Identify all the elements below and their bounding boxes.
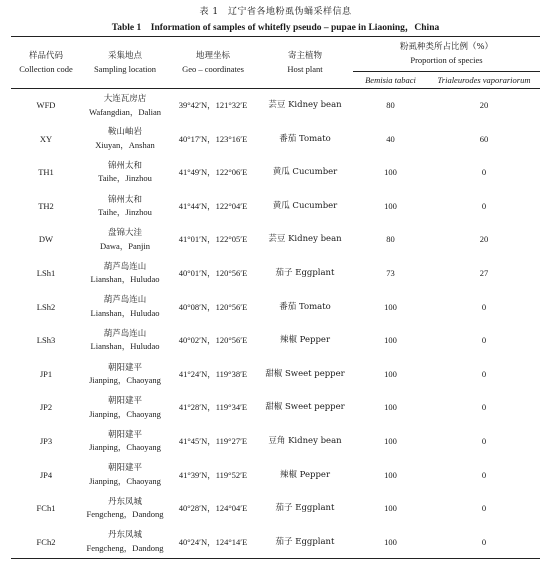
table-row bbox=[11, 89, 540, 123]
cell-trialeurodes-vaporariorum: 20 bbox=[479, 100, 489, 111]
location-cn: 大连瓦房店 bbox=[103, 94, 147, 105]
table-row bbox=[11, 458, 540, 492]
cell-bemisia-tabaci: 100 bbox=[384, 469, 397, 480]
cell-host-plant: 豆角 Kidney bean bbox=[268, 435, 342, 446]
cell-trialeurodes-vaporariorum: 0 bbox=[481, 368, 487, 379]
table-row bbox=[11, 256, 540, 290]
cell-host-plant: 茄子 Eggplant bbox=[275, 503, 335, 514]
location-en: Xiuyan，Anshan bbox=[95, 139, 155, 150]
cell-host-plant: 甜椒 Sweet pepper bbox=[265, 368, 345, 379]
cell-geo-coordinates: 40°28′N，124°04′E bbox=[178, 503, 248, 514]
cell-sampling-location bbox=[81, 89, 169, 123]
cell-collection-code: LSh1 bbox=[36, 268, 56, 279]
cell-geo-coordinates: 41°39′N，119°52′E bbox=[178, 469, 248, 480]
location-en: Lianshan，Huludao bbox=[90, 274, 160, 285]
cell-collection-code: JP4 bbox=[39, 469, 53, 480]
header-loc-cn: 采集地点 bbox=[107, 50, 142, 61]
cell-geo-coordinates: 39°42′N，121°32′E bbox=[178, 100, 248, 111]
cell-collection-code: TH2 bbox=[38, 200, 54, 211]
cell-bemisia-tabaci: 100 bbox=[384, 335, 397, 346]
cell-collection-code: TH1 bbox=[38, 167, 54, 178]
cell-trialeurodes-vaporariorum: 60 bbox=[479, 133, 489, 144]
cell-bemisia-tabaci: 100 bbox=[384, 402, 397, 413]
cell-trialeurodes-vaporariorum: 0 bbox=[481, 503, 487, 514]
cell-trialeurodes-vaporariorum: 0 bbox=[481, 469, 487, 480]
cell-geo-coordinates: 40°24′N，124°14′E bbox=[178, 536, 248, 547]
cell-host-plant: 甜椒 Sweet pepper bbox=[265, 402, 345, 413]
location-en: Fengcheng，Dandong bbox=[86, 542, 164, 553]
table-row bbox=[11, 357, 540, 391]
location-en: Lianshan，Huludao bbox=[90, 341, 160, 352]
header-host-en: Host plant bbox=[287, 63, 323, 74]
cell-bemisia-tabaci: 80 bbox=[386, 100, 395, 111]
cell-host-plant: 茄子 Eggplant bbox=[275, 536, 335, 547]
table-row bbox=[11, 391, 540, 425]
table-row bbox=[11, 525, 540, 559]
cell-trialeurodes-vaporariorum: 0 bbox=[481, 167, 487, 178]
header-collection-code bbox=[11, 37, 81, 89]
cell-host-plant: 芸豆 Kidney bean bbox=[268, 234, 342, 245]
cell-host-plant: 番茄 Tomato bbox=[279, 301, 331, 312]
location-cn: 锦州太和 bbox=[107, 160, 142, 171]
table-caption-chinese: 表 1 辽宁省各地粉虱伪蛹采样信息 bbox=[199, 7, 352, 17]
cell-geo-coordinates: 41°01′N，122°05′E bbox=[178, 234, 248, 245]
cell-collection-code: JP2 bbox=[39, 402, 53, 413]
header-host-cn: 寄主植物 bbox=[287, 50, 322, 61]
header-prop-cn: 粉虱种类所占比例（%） bbox=[399, 42, 494, 52]
samples-table bbox=[11, 36, 540, 559]
cell-bemisia-tabaci: 73 bbox=[386, 268, 395, 279]
table-row bbox=[11, 156, 540, 190]
cell-host-plant: 黄瓜 Cucumber bbox=[272, 200, 338, 211]
header-geo-en: Geo – coordinates bbox=[182, 63, 244, 74]
location-cn: 盘锦大洼 bbox=[107, 228, 142, 239]
cell-bemisia-tabaci: 100 bbox=[384, 301, 397, 312]
location-en: Dawa，Panjin bbox=[99, 240, 151, 251]
header-loc-en: Sampling location bbox=[93, 63, 157, 74]
cell-sampling-location bbox=[81, 492, 169, 526]
location-en: Wafangdian，Dalian bbox=[88, 106, 161, 117]
cell-collection-code: LSh3 bbox=[36, 335, 56, 346]
cell-host-plant: 辣椒 Pepper bbox=[279, 335, 331, 346]
cell-sampling-location bbox=[81, 525, 169, 559]
location-en: Lianshan，Huludao bbox=[90, 307, 160, 318]
cell-sampling-location bbox=[81, 458, 169, 492]
cell-trialeurodes-vaporariorum: 0 bbox=[481, 536, 487, 547]
location-en: Jianping，Chaoyang bbox=[89, 475, 161, 486]
table-row bbox=[11, 424, 540, 458]
location-cn: 朝阳建平 bbox=[107, 429, 142, 440]
location-en: Taihe，Jinzhou bbox=[98, 207, 152, 218]
header-code-en: Collection code bbox=[19, 63, 73, 74]
cell-sampling-location bbox=[81, 391, 169, 425]
cell-bemisia-tabaci: 40 bbox=[386, 133, 395, 144]
cell-geo-coordinates: 41°49′N，122°06′E bbox=[178, 167, 248, 178]
location-cn: 葫芦岛连山 bbox=[103, 261, 147, 272]
cell-collection-code: FCh2 bbox=[36, 536, 56, 547]
cell-bemisia-tabaci: 100 bbox=[384, 200, 397, 211]
cell-bemisia-tabaci: 80 bbox=[386, 234, 395, 245]
table-row bbox=[11, 290, 540, 324]
cell-collection-code: FCh1 bbox=[36, 503, 56, 514]
cell-geo-coordinates: 40°01′N，120°56′E bbox=[178, 268, 248, 279]
cell-geo-coordinates: 41°44′N，122°04′E bbox=[178, 200, 248, 211]
cell-sampling-location bbox=[81, 357, 169, 391]
location-cn: 葫芦岛连山 bbox=[103, 295, 147, 306]
cell-geo-coordinates: 40°17′N，123°16′E bbox=[178, 133, 248, 144]
header-proportion bbox=[353, 37, 540, 72]
cell-trialeurodes-vaporariorum: 0 bbox=[481, 200, 487, 211]
location-cn: 朝阳建平 bbox=[107, 396, 142, 407]
cell-trialeurodes-vaporariorum: 27 bbox=[479, 268, 489, 279]
cell-sampling-location bbox=[81, 324, 169, 358]
table-body bbox=[11, 89, 540, 559]
cell-collection-code: DW bbox=[38, 234, 54, 245]
table-row bbox=[11, 223, 540, 257]
cell-collection-code: JP1 bbox=[39, 368, 53, 379]
header-trialeurodes-vaporariorum: Trialeurodes vaporariorum bbox=[428, 72, 540, 89]
location-en: Taihe，Jinzhou bbox=[98, 173, 152, 184]
header-bemisia-tabaci: Bemisia tabaci bbox=[353, 72, 428, 89]
header-prop-en: Proportion of species bbox=[410, 55, 483, 65]
cell-geo-coordinates: 40°02′N，120°56′E bbox=[178, 335, 248, 346]
location-en: Jianping，Chaoyang bbox=[89, 408, 161, 419]
table-row bbox=[11, 122, 540, 156]
table-row bbox=[11, 492, 540, 526]
cell-sampling-location bbox=[81, 156, 169, 190]
location-en: Fengcheng，Dandong bbox=[86, 509, 164, 520]
cell-bemisia-tabaci: 100 bbox=[384, 435, 397, 446]
cell-geo-coordinates: 41°28′N，119°34′E bbox=[178, 402, 248, 413]
table-caption-english: Table 1 Information of samples of whitefly pseudo – pupae in Liaoning，China bbox=[111, 23, 440, 33]
header-sampling-location bbox=[81, 37, 169, 89]
table-row bbox=[11, 324, 540, 358]
cell-sampling-location bbox=[81, 189, 169, 223]
cell-trialeurodes-vaporariorum: 0 bbox=[481, 402, 487, 413]
cell-collection-code: WFD bbox=[36, 100, 56, 111]
cell-trialeurodes-vaporariorum: 0 bbox=[481, 335, 487, 346]
cell-bemisia-tabaci: 100 bbox=[384, 368, 397, 379]
cell-collection-code: JP3 bbox=[39, 435, 53, 446]
cell-collection-code: XY bbox=[39, 133, 53, 144]
location-cn: 葫芦岛连山 bbox=[103, 328, 147, 339]
cell-host-plant: 芸豆 Kidney bean bbox=[268, 100, 342, 111]
location-en: Jianping，Chaoyang bbox=[89, 442, 161, 453]
location-cn: 锦州太和 bbox=[107, 194, 142, 205]
cell-host-plant: 辣椒 Pepper bbox=[279, 469, 331, 480]
location-cn: 鞍山岫岩 bbox=[107, 127, 142, 138]
cell-sampling-location bbox=[81, 223, 169, 257]
cell-sampling-location bbox=[81, 290, 169, 324]
header-geo-cn: 地理坐标 bbox=[195, 50, 230, 61]
cell-sampling-location bbox=[81, 256, 169, 290]
cell-host-plant: 黄瓜 Cucumber bbox=[272, 167, 338, 178]
cell-sampling-location bbox=[81, 122, 169, 156]
cell-trialeurodes-vaporariorum: 0 bbox=[481, 301, 487, 312]
table-row bbox=[11, 189, 540, 223]
cell-bemisia-tabaci: 100 bbox=[384, 503, 397, 514]
cell-collection-code: LSh2 bbox=[36, 301, 56, 312]
cell-bemisia-tabaci: 100 bbox=[384, 167, 397, 178]
cell-host-plant: 番茄 Tomato bbox=[279, 133, 331, 144]
cell-trialeurodes-vaporariorum: 0 bbox=[481, 435, 487, 446]
location-cn: 丹东凤城 bbox=[107, 496, 142, 507]
location-en: Jianping，Chaoyang bbox=[89, 375, 161, 386]
location-cn: 朝阳建平 bbox=[107, 463, 142, 474]
cell-geo-coordinates: 41°24′N，119°38′E bbox=[178, 368, 248, 379]
cell-bemisia-tabaci: 100 bbox=[384, 536, 397, 547]
cell-host-plant: 茄子 Eggplant bbox=[275, 268, 335, 279]
location-cn: 朝阳建平 bbox=[107, 362, 142, 373]
cell-geo-coordinates: 40°08′N，120°56′E bbox=[178, 301, 248, 312]
cell-sampling-location bbox=[81, 424, 169, 458]
cell-trialeurodes-vaporariorum: 20 bbox=[479, 234, 489, 245]
header-code-cn: 样品代码 bbox=[28, 50, 63, 61]
header-geo-coordinates bbox=[169, 37, 257, 89]
header-host-plant bbox=[257, 37, 353, 89]
cell-geo-coordinates: 41°45′N，119°27′E bbox=[178, 435, 248, 446]
location-cn: 丹东凤城 bbox=[107, 530, 142, 541]
